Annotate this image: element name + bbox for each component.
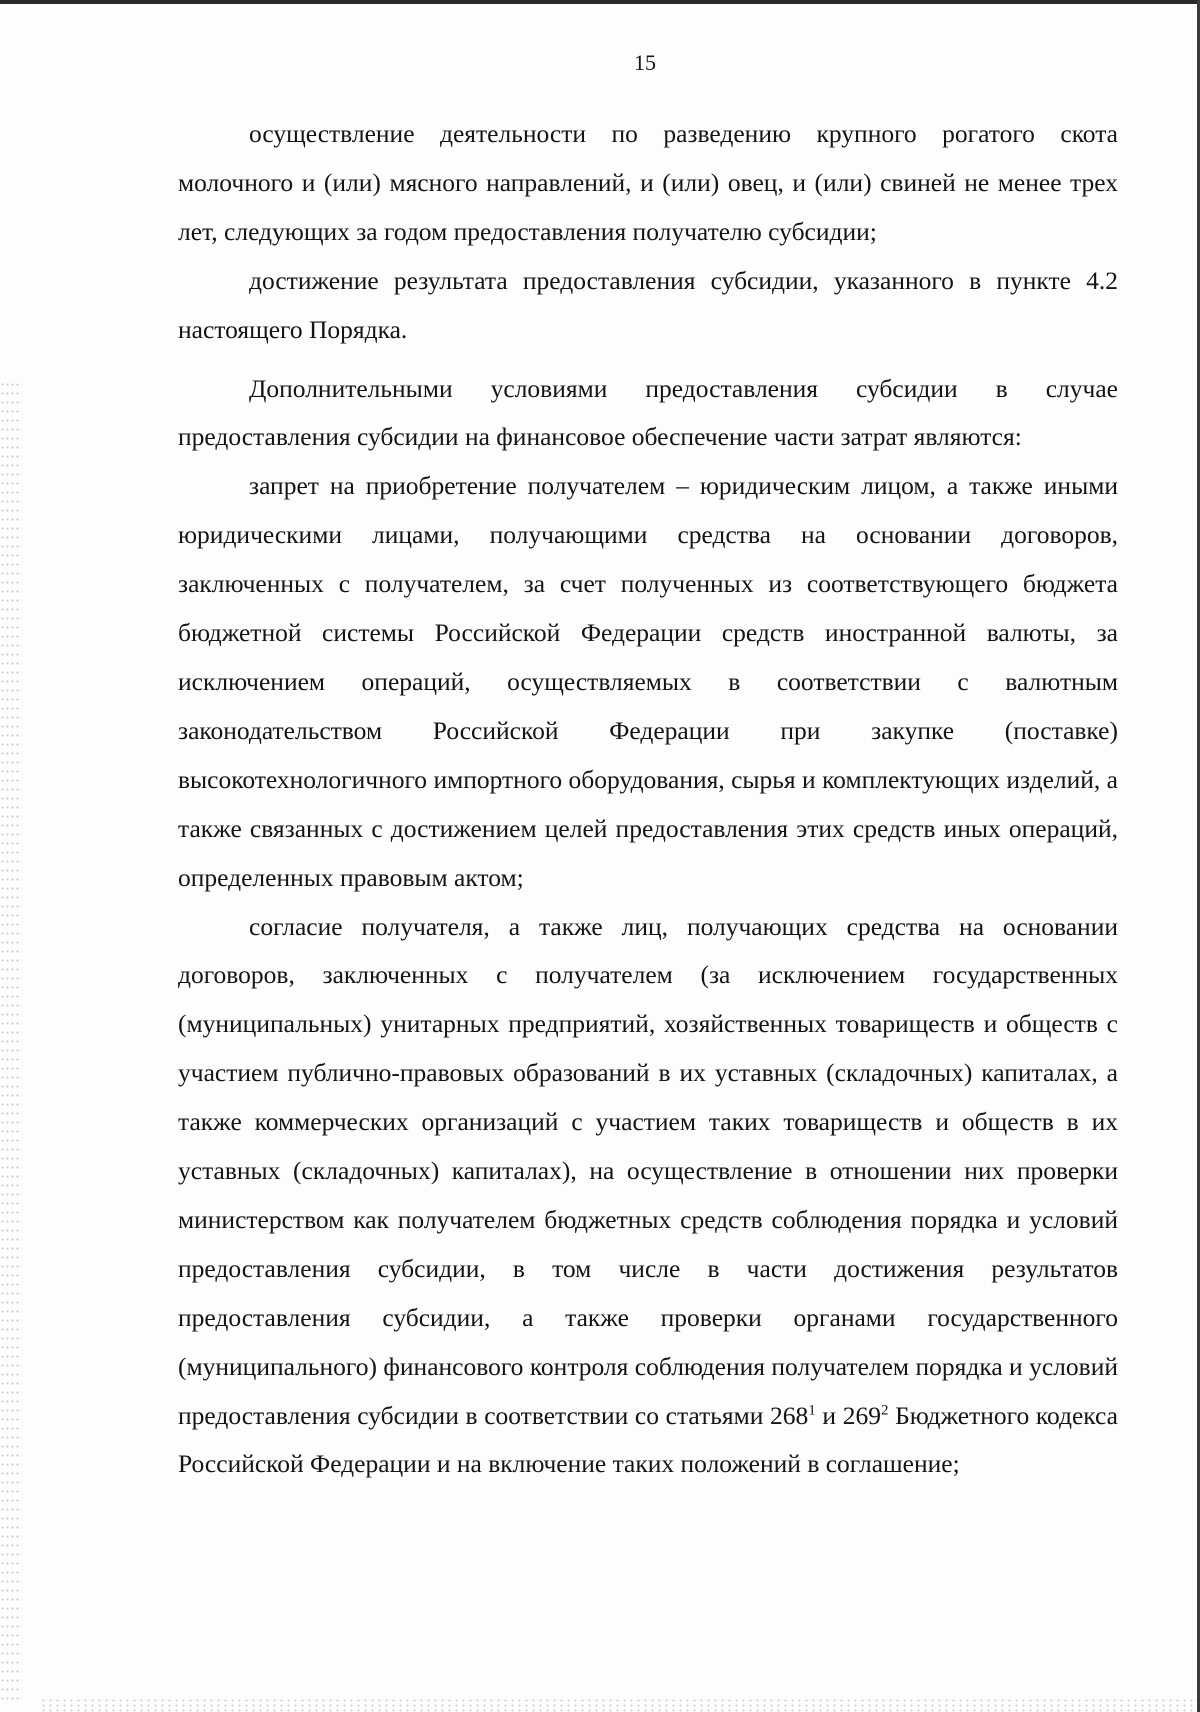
scan-left-noise <box>0 380 22 1700</box>
scan-bottom-noise <box>40 1698 1200 1712</box>
paragraph-currency-ban: запрет на приобретение получателем – юридическим лицом, а также иными юридическими лицами, получающими средства на основании договоров, заключенных с получателем, за счет полученных из соответствующего бюджета бюджетной системы Российской Федерации средств иностранной валюты, за исключением операций, осуществляемых в соответствии с валютным законодательством Российской Федерации при закупке (поставке) высокотехнологичного импортного оборудования, сырья и комплектующих изделий, а также связанных с достижением целей предоставления этих средств иных операций, определенных правовым актом; <box>178 471 1118 892</box>
paragraph-breeding-obligation: осуществление деятельности по разведению крупного рогатого скота молочного и (или) мясного направлений, и (или) овец, и (или) свиней не менее трех лет, следующих за годом предоставления получателю субсидии; <box>178 119 1118 246</box>
paragraph-additional-conditions: Дополнительными условиями предоставления субсидии в случае предоставления субсидии на финансовое обеспечение части затрат являются: <box>178 373 1118 452</box>
article-superscript-1: 1 <box>808 1402 816 1419</box>
page-number: 15 <box>634 50 656 75</box>
consent-text-part-2: и 269 <box>815 1400 881 1430</box>
document-body <box>178 110 1118 1489</box>
article-superscript-2: 2 <box>880 1402 889 1419</box>
paragraph-result-achievement: достижение результата предоставления субсидии, указанного в пункте 4.2 настоящего Порядка. <box>178 265 1118 344</box>
consent-text-part-1: согласие получателя, а также лиц, получающих средства на основании договоров, заключенных с получателем (за исключением государственных (муниципальных) унитарных предприятий, хозяйственных товариществ и обществ с участием публично-правовых образований в их уставных (складочных) капиталах, а также коммерческих организаций с участием таких товариществ и обществ в их уставных (складочных) капиталах), на осуществление в отношении них проверки министерством как получателем бюджетных средств соблюдения порядка и условий предоставления субсидии, в том числе в части достижения результатов предоставления субсидии, а также проверки органами государственного (муниципального) финансового контроля соблюдения получателем порядка и условий предоставления субсидии в соответствии со статьями 268 <box>178 911 1118 1430</box>
scan-top-border <box>0 0 1200 4</box>
consent-text-part-3: Бюджетного кодекса Российской Федерации и на включение таких положений в соглашение; <box>178 1400 1118 1479</box>
paragraph-consent-to-audit <box>178 903 1118 1490</box>
